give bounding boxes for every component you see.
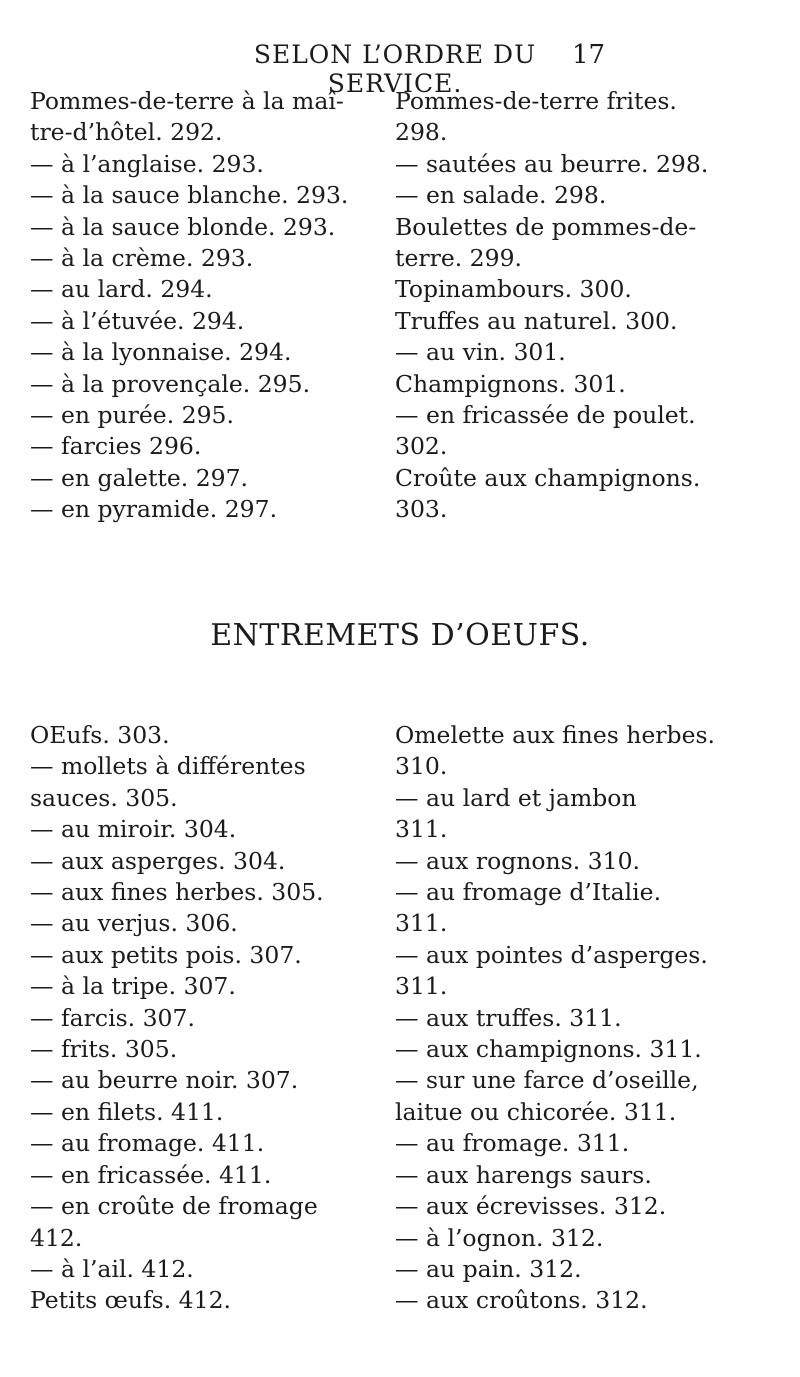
index-entry: Topinambours. 300. xyxy=(395,275,632,304)
index-entry: 310. xyxy=(395,752,448,781)
index-entry: 298. xyxy=(395,118,448,147)
index-entry: Pommes-de-terre frites. xyxy=(395,87,677,115)
index-entry: — farcis. 307. xyxy=(30,1003,195,1032)
index-entry: Pommes-de-terre à la maî- xyxy=(30,87,344,115)
index-entry: — au miroir. 304. xyxy=(30,815,237,844)
index-entry: — en fricassée de poulet. xyxy=(395,401,696,430)
index-entry: — aux fines herbes. 305. xyxy=(30,878,324,907)
index-entry: — aux rognons. 310. xyxy=(395,846,641,875)
index-entry: 412. xyxy=(30,1223,83,1252)
index-entry: Omelette aux fines herbes. xyxy=(395,721,716,749)
index-entry: — à l’anglaise. 293. xyxy=(30,149,264,178)
index-entry: — sautées au beurre. 298. xyxy=(395,149,709,178)
index-column-2 xyxy=(395,86,750,526)
index-entry: — aux harengs saurs. xyxy=(395,1160,652,1189)
index-entry: — aux asperges. 304. xyxy=(30,846,286,875)
index-column-1 xyxy=(30,86,385,526)
index-entry: Truffes au naturel. 300. xyxy=(395,306,678,335)
index-entry: — au vin. 301. xyxy=(395,338,566,367)
index-entry: 302. xyxy=(395,432,448,461)
index-entry: terre. 299. xyxy=(395,244,522,273)
index-entry: sauces. 305. xyxy=(30,783,178,812)
index-entry: — au lard. 294. xyxy=(30,275,213,304)
index-entry: 311. xyxy=(395,972,448,1001)
index-entry: — en filets. 411. xyxy=(30,1097,224,1126)
index-entry: — au lard et jambon xyxy=(395,783,637,812)
running-title: SELON L’ORDRE DU SERVICE. xyxy=(253,40,537,98)
index-entry: Champignons. 301. xyxy=(395,369,626,398)
index-entry: — au verjus. 306. xyxy=(30,909,238,938)
index-entry: — à la sauce blonde. 293. xyxy=(30,212,336,241)
index-entry: — aux petits pois. 307. xyxy=(30,940,302,969)
index-entry: — au beurre noir. 307. xyxy=(30,1066,299,1095)
index-entry: — à la sauce blanche. 293. xyxy=(30,181,349,210)
index-entry: tre-d’hôtel. 292. xyxy=(30,118,223,147)
index-entry: 311. xyxy=(395,909,448,938)
index-entry: — au fromage. 311. xyxy=(395,1129,630,1158)
index-entry: 303. xyxy=(395,495,448,524)
index-entry: OEufs. 303. xyxy=(30,721,170,749)
index-entry: — aux pointes d’asperges. xyxy=(395,940,708,969)
index-entry: — en salade. 298. xyxy=(395,181,607,210)
index-entry: — aux champignons. 311. xyxy=(395,1035,702,1064)
index-entry: — au fromage d’Italie. xyxy=(395,878,662,907)
index-entry: — aux croûtons. 312. xyxy=(395,1286,648,1315)
index-entry: — frits. 305. xyxy=(30,1035,178,1064)
index-entry: — farcies 296. xyxy=(30,432,202,461)
index-entry: — en fricassée. 411. xyxy=(30,1160,272,1189)
index-entry: — sur une farce d’oseille, xyxy=(395,1066,699,1095)
index-entry: — à l’étuvée. 294. xyxy=(30,306,245,335)
index-entry: — à la provençale. 295. xyxy=(30,369,311,398)
index-entry: — à la tripe. 307. xyxy=(30,972,236,1001)
index-entry: — à l’ail. 412. xyxy=(30,1254,194,1283)
index-entry: Croûte aux champignons. xyxy=(395,463,701,492)
index-entry: 311. xyxy=(395,815,448,844)
index-entry: — à la crème. 293. xyxy=(30,244,254,273)
index-entry: — aux écrevisses. 312. xyxy=(395,1192,667,1221)
index-entry: — en purée. 295. xyxy=(30,401,234,430)
index-column-3 xyxy=(30,720,390,1317)
index-entry: — mollets à différentes xyxy=(30,752,306,781)
index-entry: — en croûte de fromage xyxy=(30,1192,318,1221)
index-column-4 xyxy=(395,720,750,1317)
index-entry: — aux truffes. 311. xyxy=(395,1003,622,1032)
index-entry: — en galette. 297. xyxy=(30,463,249,492)
index-entry: — au fromage. 411. xyxy=(30,1129,265,1158)
index-entry: — au pain. 312. xyxy=(395,1254,582,1283)
index-entry: Petits œufs. 412. xyxy=(30,1286,231,1315)
index-entry: — en pyramide. 297. xyxy=(30,495,278,524)
index-entry: Boulettes de pommes-de- xyxy=(395,212,697,241)
index-entry: — à l’ognon. 312. xyxy=(395,1223,604,1252)
page-number: 17 xyxy=(572,40,606,70)
section-heading: ENTREMETS D’OEUFS. xyxy=(210,618,590,653)
index-entry: — à la lyonnaise. 294. xyxy=(30,338,292,367)
index-entry: laitue ou chicorée. 311. xyxy=(395,1097,677,1126)
